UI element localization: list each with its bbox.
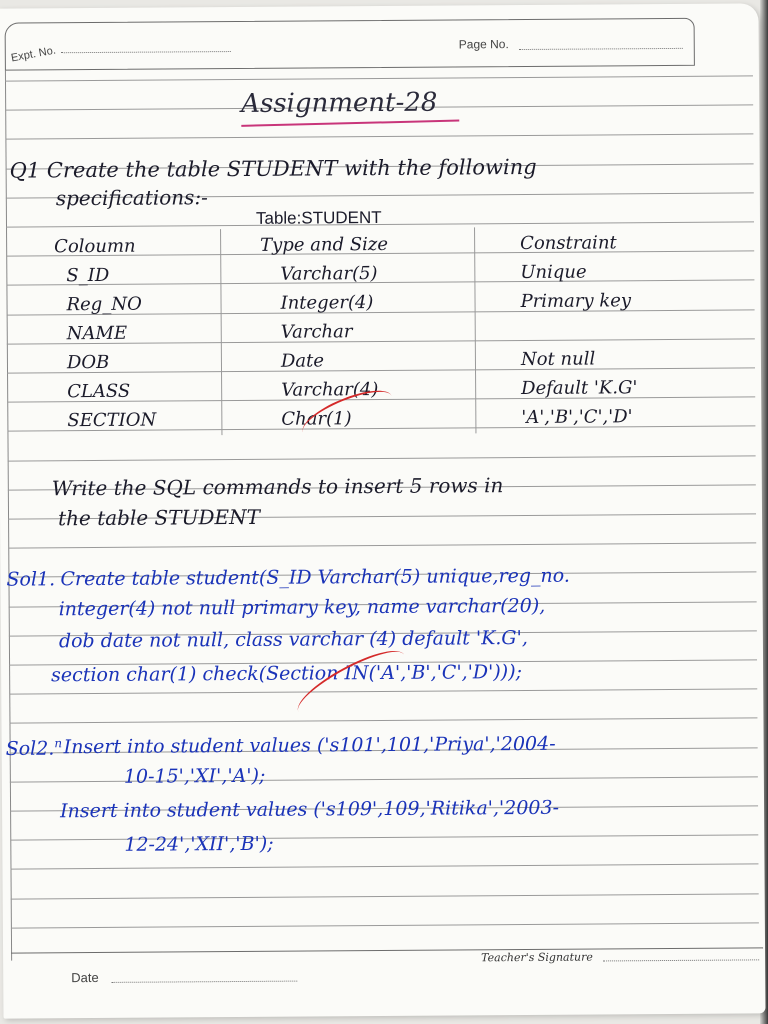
- date-label: Date: [71, 969, 99, 986]
- solution-2-line-2: 10-15','XI','A');: [123, 764, 266, 788]
- table-cell: Primary key: [520, 290, 632, 313]
- solution-1-line-1: Create table student(S_ID Varchar(5) unique,reg_no.: [60, 564, 570, 591]
- question-1-label: Q1: [9, 158, 41, 183]
- question-1-line-1: [10, 155, 537, 183]
- table-cell: Varchar(4): [281, 379, 379, 401]
- solution-2-label: [6, 736, 63, 760]
- table-cell: Not null: [520, 348, 596, 371]
- page-no-label: Page No.: [458, 37, 509, 52]
- solution-1-line-2: integer(4) not null primary key, name varchar(20),: [58, 594, 546, 621]
- table-cell: Default 'K.G': [521, 377, 638, 400]
- solution-2-label-text: Sol2.: [5, 737, 55, 760]
- table-cell: Varchar(5): [280, 263, 378, 285]
- table-cell: NAME: [66, 322, 128, 345]
- notebook-page: [0, 3, 766, 1018]
- solution-2-line-4: 12-24','XII','B');: [124, 832, 274, 856]
- table-cell: S_ID: [66, 264, 110, 287]
- solution-2-line-1: Insert into student values ('s101',101,'Priya','2004-: [63, 732, 556, 759]
- question-2-line-2: the table STUDENT: [57, 504, 260, 531]
- question-2-line-1: Write the SQL commands to insert 5 rows in: [51, 473, 504, 501]
- table-cell: Integer(4): [280, 292, 374, 314]
- table-cell: 'A','B','C','D': [521, 406, 633, 429]
- page-title: Assignment-28: [241, 87, 438, 119]
- table-header-cell: Coloumn: [54, 235, 136, 258]
- table-cell: DOB: [66, 351, 110, 374]
- question-1-text-1: Create the table STUDENT with the following: [46, 154, 537, 183]
- signature-line: [603, 959, 759, 961]
- header-box: [5, 18, 695, 71]
- ruled-lines: [0, 3, 758, 8]
- solution-2-superscript: n: [54, 736, 63, 751]
- table-cell: Unique: [520, 261, 587, 284]
- solution-2-line-3: Insert into student values ('s109',109,'Ritika','2003-: [60, 796, 560, 823]
- solution-1-line-3: dob date not null, class varchar (4) default 'K.G',: [58, 626, 528, 653]
- table-cell: Date: [280, 350, 325, 372]
- solution-1-line-4: section char(1) check(Section IN('A','B','C','D')));: [51, 661, 523, 687]
- date-line: [111, 981, 297, 983]
- table-cell: Char(1): [281, 408, 352, 430]
- expt-no-label: Expt. No.: [10, 44, 57, 65]
- solution-1-label: Sol1.: [6, 568, 56, 591]
- table-header-cell: Type and Size: [260, 233, 389, 256]
- table-cell: CLASS: [67, 380, 131, 403]
- signature-label: Teacher's Signature: [481, 950, 593, 965]
- table-cell: Varchar: [280, 321, 353, 343]
- table-cell: Reg_NO: [66, 293, 142, 316]
- table-name: Table:STUDENT: [255, 207, 382, 228]
- table-header-cell: Constraint: [520, 232, 617, 255]
- question-1-line-2: specifications:-: [55, 185, 208, 211]
- table-cell: SECTION: [67, 409, 157, 432]
